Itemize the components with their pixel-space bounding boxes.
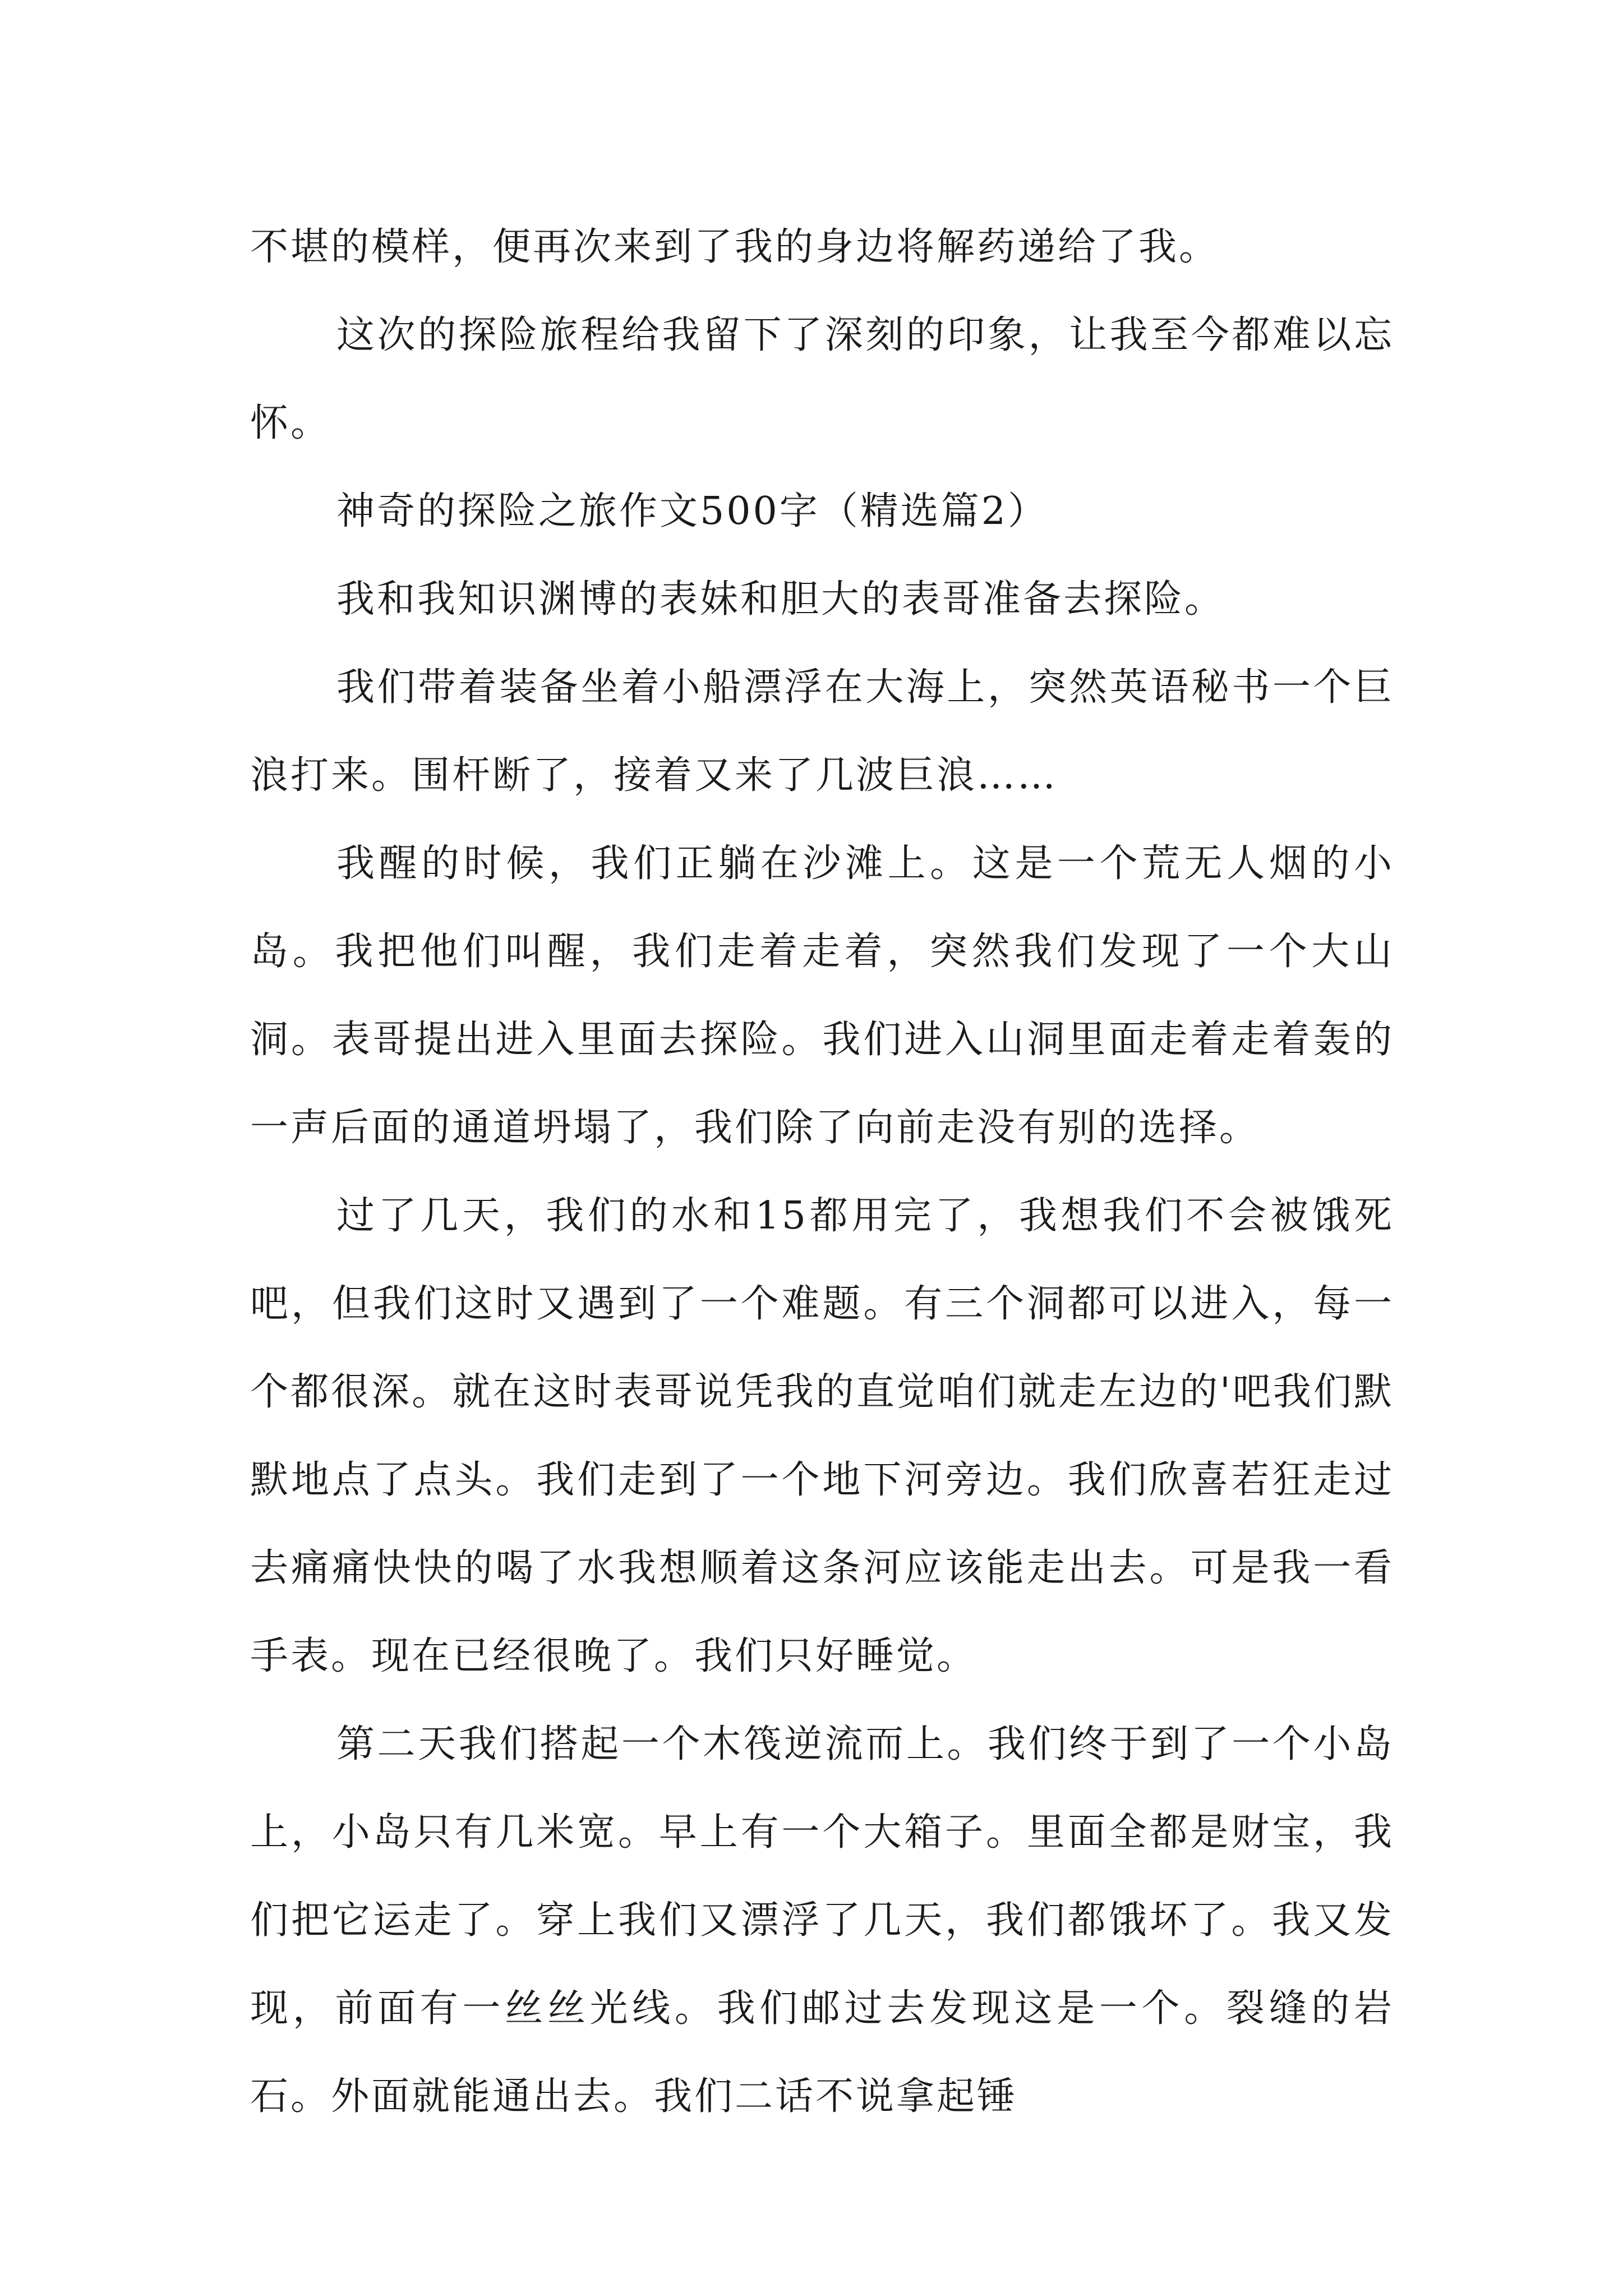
section-heading: 神奇的探险之旅作文500字（精选篇2） [336, 489, 1049, 533]
paragraph: 我醒的时候，我们正躺在沙滩上。这是一个荒无人烟的小岛。我把他们叫醒，我们走着走着，突然我们发现了一个大山洞。表哥提出进入里面去探险。我们进入山洞里面走着走着轰的一声后面的通道坍塌了，我们除了向前走没有别的选择。 [250, 841, 1394, 1150]
paragraph-continued: 不堪的模样，便再次来到了我的身边将解药递给了我。 [250, 225, 1220, 269]
paragraph: 我们带着装备坐着小船漂浮在大海上，突然英语秘书一个巨浪打来。围杆断了，接着又来了几波巨浪…… [250, 665, 1394, 798]
paragraph: 我和我知识渊博的表妹和胆大的表哥准备去探险。 [336, 577, 1225, 622]
paragraph: 这次的探险旅程给我留下了深刻的印象，让我至今都难以忘怀。 [250, 313, 1394, 445]
paragraph: 过了几天，我们的水和15都用完了，我想我们不会被饿死吧，但我们这时又遇到了一个难题。有三个洞都可以进入，每一个都很深。就在这时表哥说凭我的直觉咱们就走左边的'吧我们默默地点了点头。我们走到了一个地下河旁边。我们欣喜若狂走过去痛痛快快的喝了水我想顺着这条河应该能走出去。可是我一看手表。现在已经很晚了。我们只好睡觉。 [250, 1194, 1394, 1678]
paragraph: 第二天我们搭起一个木筏逆流而上。我们终于到了一个小岛上，小岛只有几米宽。早上有一个大箱子。里面全都是财宝，我们把它运走了。穿上我们又漂浮了几天，我们都饿坏了。我又发现，前面有一丝丝光线。我们邮过去发现这是一个。裂缝的岩石。外面就能通出去。我们二话不说拿起锤 [250, 1722, 1394, 2119]
article-body [250, 203, 1394, 2141]
